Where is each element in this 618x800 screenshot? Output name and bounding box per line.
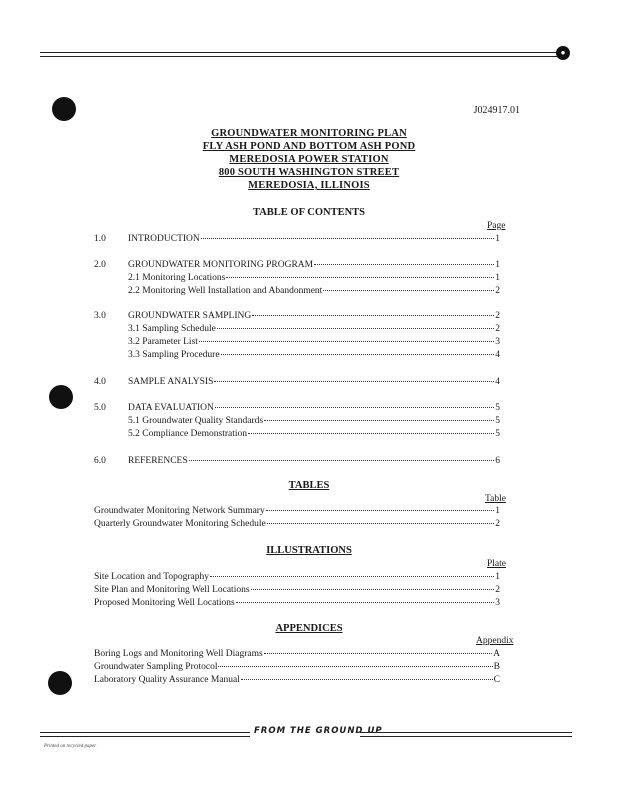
toc-entry-page: 4 (495, 350, 500, 360)
toc-heading: TABLE OF CONTENTS (252, 207, 366, 218)
illustration-entry-label: Proposed Monitoring Well Locations (94, 598, 235, 608)
toc-entry-page: 5 (495, 403, 500, 413)
leader-dots (264, 653, 492, 654)
leader-dots (210, 576, 494, 577)
leader-dots (221, 354, 495, 355)
toc-entry (94, 429, 500, 439)
toc-entry-page: 3 (495, 337, 500, 347)
header-rule (40, 52, 558, 57)
appendix-entry (94, 649, 500, 659)
leader-dots (241, 679, 493, 680)
table-entry (94, 519, 500, 529)
toc-entry-page: 5 (495, 416, 500, 426)
leader-dots (199, 341, 494, 342)
toc-entry-page: 2 (495, 286, 500, 296)
illustration-entry-ref: 1 (495, 572, 500, 582)
tables-heading: TABLES (288, 480, 330, 491)
appendix-entry-label: Laboratory Quality Assurance Manual (94, 675, 240, 685)
leader-dots (252, 315, 494, 316)
title-line-3: MEREDOSIA POWER STATION (229, 154, 389, 165)
toc-entry-page: 6 (495, 456, 500, 466)
toc-entry (94, 260, 500, 270)
footer-mark: Printed on recycled paper (44, 744, 97, 749)
toc-entry (94, 403, 500, 413)
binder-hole-bottom (48, 671, 72, 695)
table-entry-label: Groundwater Monitoring Network Summary (94, 506, 265, 516)
toc-entry (94, 456, 500, 466)
leader-dots (201, 238, 494, 239)
toc-entry-page: 5 (495, 429, 500, 439)
leader-dots (266, 510, 495, 511)
toc-entry-number: 1.0 (94, 234, 106, 244)
toc-entry-label: 3.1 Sampling Schedule (128, 324, 216, 334)
toc-entry (94, 350, 500, 360)
toc-entry-label: DATA EVALUATION (128, 403, 214, 413)
toc-entry-label: 3.3 Sampling Procedure (128, 350, 220, 360)
toc-entry-label: 5.1 Groundwater Quality Standards (128, 416, 264, 426)
appendices-col-label: Appendix (476, 636, 514, 646)
illustrations-col-label: Plate (487, 559, 506, 569)
footer-rule-left (40, 732, 250, 737)
toc-entry-label: GROUNDWATER MONITORING PROGRAM (128, 260, 314, 270)
table-entry-ref: 1 (495, 506, 500, 516)
toc-entry-number: 5.0 (94, 403, 106, 413)
illustration-entry-label: Site Plan and Monitoring Well Locations (94, 585, 250, 595)
appendix-entry-ref: A (493, 649, 500, 659)
appendix-entry (94, 662, 500, 672)
toc-entry-label: SAMPLE ANALYSIS (128, 377, 214, 387)
illustration-entry (94, 585, 500, 595)
toc-entry-page: 1 (495, 234, 500, 244)
toc-entry-label: 3.2 Parameter List (128, 337, 198, 347)
leader-dots (215, 407, 494, 408)
toc-entry-number: 6.0 (94, 456, 106, 466)
leader-dots (189, 460, 495, 461)
title-line-2: FLY ASH POND AND BOTTOM ASH POND (202, 141, 416, 152)
appendix-entry-ref: B (493, 662, 500, 672)
toc-entry-label: GROUNDWATER SAMPLING (128, 311, 252, 321)
leader-dots (323, 290, 494, 291)
toc-entry-label: 2.1 Monitoring Locations (128, 273, 226, 283)
footer-slogan: FROM THE GROUND UP (254, 726, 383, 736)
leader-dots (314, 264, 494, 265)
illustration-entry (94, 598, 500, 608)
toc-page-label: Page (487, 221, 506, 231)
company-logo-icon: ● (556, 46, 570, 60)
toc-entry-page: 1 (495, 260, 500, 270)
leader-dots (248, 433, 494, 434)
appendix-entry-label: Groundwater Sampling Protocol (94, 662, 218, 672)
illustration-entry (94, 572, 500, 582)
appendix-entry-label: Boring Logs and Monitoring Well Diagrams (94, 649, 263, 659)
toc-entry (94, 273, 500, 283)
toc-entry-number: 3.0 (94, 311, 106, 321)
toc-entry (94, 377, 500, 387)
illustration-entry-label: Site Location and Topography (94, 572, 209, 582)
leader-dots (217, 328, 494, 329)
tables-col-label: Table (485, 494, 506, 504)
leader-dots (218, 666, 492, 667)
toc-entry (94, 324, 500, 334)
toc-entry-label: REFERENCES (128, 456, 188, 466)
toc-entry-label: INTRODUCTION (128, 234, 200, 244)
illustration-entry-ref: 2 (495, 585, 500, 595)
toc-entry (94, 337, 500, 347)
toc-entry (94, 416, 500, 426)
toc-entry-page: 1 (495, 273, 500, 283)
binder-hole-top (52, 97, 76, 121)
leader-dots (251, 589, 495, 590)
toc-entry-number: 4.0 (94, 377, 106, 387)
title-line-4: 800 SOUTH WASHINGTON STREET (218, 167, 400, 178)
illustration-entry-ref: 3 (495, 598, 500, 608)
toc-entry (94, 234, 500, 244)
toc-entry-page: 2 (495, 311, 500, 321)
table-entry-ref: 2 (495, 519, 500, 529)
toc-entry (94, 311, 500, 321)
title-line-1: GROUNDWATER MONITORING PLAN (211, 128, 407, 139)
table-entry-label: Quarterly Groundwater Monitoring Schedule (94, 519, 266, 529)
appendices-heading: APPENDICES (275, 623, 343, 634)
binder-hole-middle (49, 385, 73, 409)
leader-dots (214, 381, 494, 382)
toc-entry-label: 2.2 Monitoring Well Installation and Abandonment (128, 286, 323, 296)
document-number: J024917.01 (473, 105, 520, 116)
toc-entry-label: 5.2 Compliance Demonstration (128, 429, 247, 439)
illustrations-heading: ILLUSTRATIONS (266, 545, 352, 556)
appendix-entry (94, 675, 500, 685)
toc-entry-page: 4 (495, 377, 500, 387)
appendix-entry-ref: C (493, 675, 500, 685)
leader-dots (267, 523, 495, 524)
table-entry (94, 506, 500, 516)
toc-entry-page: 2 (495, 324, 500, 334)
footer-rule-right (360, 732, 572, 737)
leader-dots (264, 420, 494, 421)
leader-dots (226, 277, 494, 278)
toc-entry (94, 286, 500, 296)
toc-entry-number: 2.0 (94, 260, 106, 270)
leader-dots (236, 602, 494, 603)
title-line-5: MEREDOSIA, ILLINOIS (248, 180, 370, 191)
